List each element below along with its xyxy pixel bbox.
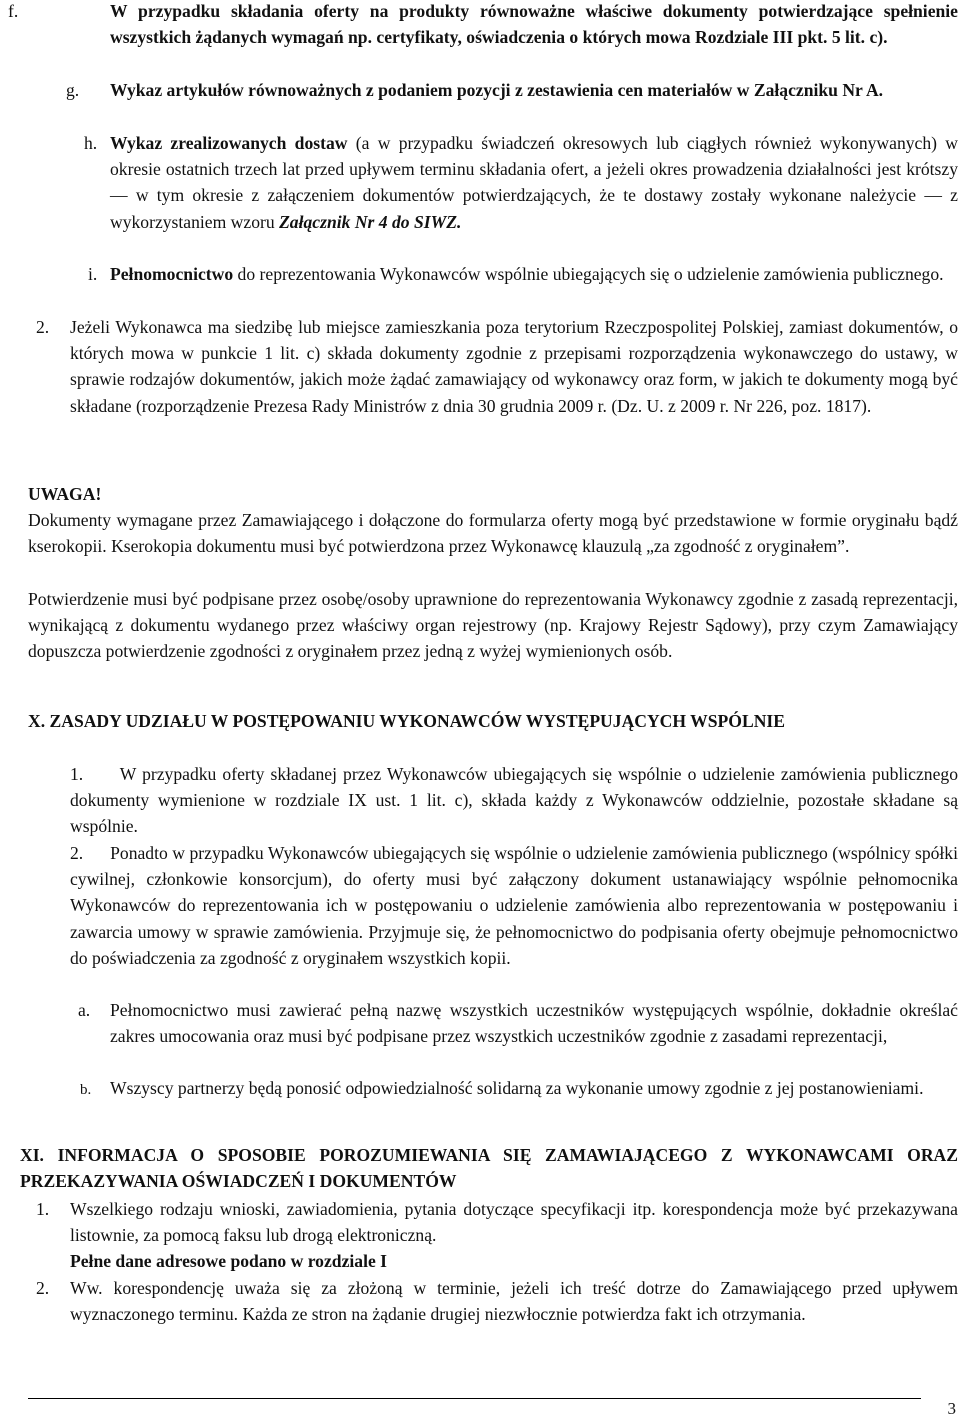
item-f [8,0,958,50]
address-note: Pełne dane adresowe podano w rozdziale I [70,1251,388,1272]
item-label: h. [84,133,98,153]
item-text [110,130,958,235]
item-h [84,130,958,235]
uwaga-heading: UWAGA! [28,484,102,504]
sub-text: Wszyscy partnerzy będą ponosić odpowiedzialność solidarną za wykonanie umowy zgodnie z jej postanowieniami. [110,1078,924,1098]
point-label: 2. [36,317,50,337]
point-text: Jeżeli Wykonawca ma siedzibę lub miejsce zamieszkania poza terytorium Rzeczpospolitej Polskiej, zamiast dokumentów, o których mowa w punkcie 1 lit. c) składa dokumenty zgodnie z przepisami rozporządzenia wykonawczego do ustawy, w sprawie rodzajów dokumentów, jakich może żądać zamawiający od wykonawcy oraz form, w jakich te dokumenty mogą być składane (rozporządzenie Prezesa Rady Ministrów z dnia 30 grudnia 2009 r. (Dz. U. z 2009 r. Nr 226, poz. 1817). [70,317,958,416]
item-text [110,261,958,287]
section-x-heading: X. ZASADY UDZIAŁU W POSTĘPOWANIU WYKONAWCÓW WYSTĘPUJĄCYCH WSPÓLNIE [28,711,785,731]
attachment-reference: Załącznik Nr 4 do SIWZ. [279,211,462,232]
section-x-sub-a [78,997,958,1049]
item-text: W przypadku składania oferty na produkty równoważne właściwe dokumenty potwierdzające spełnienie wszystkich żądanych wymagań np. certyfikaty, oświadczenia o których mowa Rozdziale III pkt. 5 lit. c). [110,1,958,48]
item-text: Ww. korespondencję uważa się za złożoną w terminie, jeżeli ich treść dotrze do Zamawiającego przed upływem wyznaczonego terminu. Każda ze stron na żądanie drugiej niezwłocznie potwierdza fakt ich otrzymania. [70,1278,958,1325]
item-g [66,77,958,103]
uwaga-paragraph-1: Dokumenty wymagane przez Zamawiającego i dołączone do formularza oferty mogą być przedstawione w formie oryginału bądź kserokopii. Kserokopia dokumentu musi być potwierdzona przez Wykonawcę klauzulą „za zgodność z oryginałem”. [28,510,958,557]
section-x-sub-b [80,1075,958,1101]
item-label: 2. [36,1278,50,1298]
sub-label: b. [80,1082,92,1098]
item-text: Wszelkiego rodzaju wnioski, zawiadomienia, pytania dotyczące specyfikacji itp. korespondencja może być przekazywana listownie, za pomocą faksu lub drogą elektroniczną. [70,1199,958,1246]
page-number: 3 [947,1399,956,1418]
section-xi-heading: XI. INFORMACJA O SPOSOBIE POROZUMIEWANIA SIĘ ZAMAWIAJĄCEGO Z WYKONAWCAMI ORAZ PRZEKAZYWANIA OŚWIADCZEŃ I DOKUMENTÓW [20,1145,958,1192]
item-body: do reprezentowania Wykonawców wspólnie ubiegających się o udzielenie zamówienia publicznego. [233,264,944,284]
item-bold-lead: Wykaz zrealizowanych dostaw [110,133,348,153]
item-label: f. [8,1,19,21]
item-text: Wykaz artykułów równoważnych z podaniem pozycji z zestawienia cen materiałów w Załączniku Nr A. [110,80,884,100]
item-label: i. [88,264,98,284]
footer-rule [28,1398,921,1399]
item-i [88,261,958,287]
uwaga-paragraph-2: Potwierdzenie musi być podpisane przez osobę/osoby uprawnione do reprezentowania Wykonawcy zgodnie z zasadą reprezentacji, wynikającą z dokumentu wydanego przez właściwy organ rejestrowy (np. Krajowy Rejestr Sądowy), przy czym Zamawiający dopuszcza potwierdzenie zgodności z oryginałem przez jedną z wyżej wymienionych osób. [28,589,958,662]
section-x-point-1: 1. W przypadku oferty składanej przez Wykonawców ubiegających się wspólnie o udzielenie zamówienia publicznego dokumenty wymienione w rozdziale IX ust. 1 lit. c), składa każdy z Wykonawców oddzielnie, pozostałe składane są wspólnie. [70,764,958,837]
point-2 [36,314,958,419]
item-label: 1. [36,1199,50,1219]
sub-label: a. [78,1000,91,1020]
item-body: (a w przypadku świadczeń okresowych lub ciągłych również wykonywanych) w okresie ostatnich trzech lat przed upływem terminu składania ofert, a jeżeli okres prowadzenia działalności jest krótszy — w tym okresie z załączeniem dokumentów potwierdzających, że te dostawy zostały wykonane należycie — z wykorzystaniem wzoru [110,133,958,232]
section-x-point-2: 2. Ponadto w przypadku Wykonawców ubiegających się wspólnie o udzielenie zamówienia publicznego (wspólnicy spółki cywilnej, członkowie konsorcjum), do oferty musi być załączony dokument ustanawiający wspólnie pełnomocnika Wykonawców do reprezentowania ich w postępowaniu o udzielenie zamówienia albo reprezentowania w postępowaniu i zawarcia umowy w sprawie zamówienia. Przyjmuje się, że pełnomocnictwo do podpisania oferty obejmuje pełnomocnictwo do poświadczenia za zgodność z oryginałem wszystkich kopii. [70,843,958,968]
section-xi-item-1 [36,1196,958,1275]
section-xi-item-2 [36,1275,958,1327]
sub-text: Pełnomocnictwo musi zawierać pełną nazwę wszystkich uczestników występujących wspólnie, dokładnie określać zakres umocowania oraz musi być podpisane przez wszystkich uczestników zgodnie z zasadami reprezentacji, [110,1000,958,1047]
item-bold-lead: Pełnomocnictwo [110,264,234,284]
item-label: g. [66,80,80,100]
